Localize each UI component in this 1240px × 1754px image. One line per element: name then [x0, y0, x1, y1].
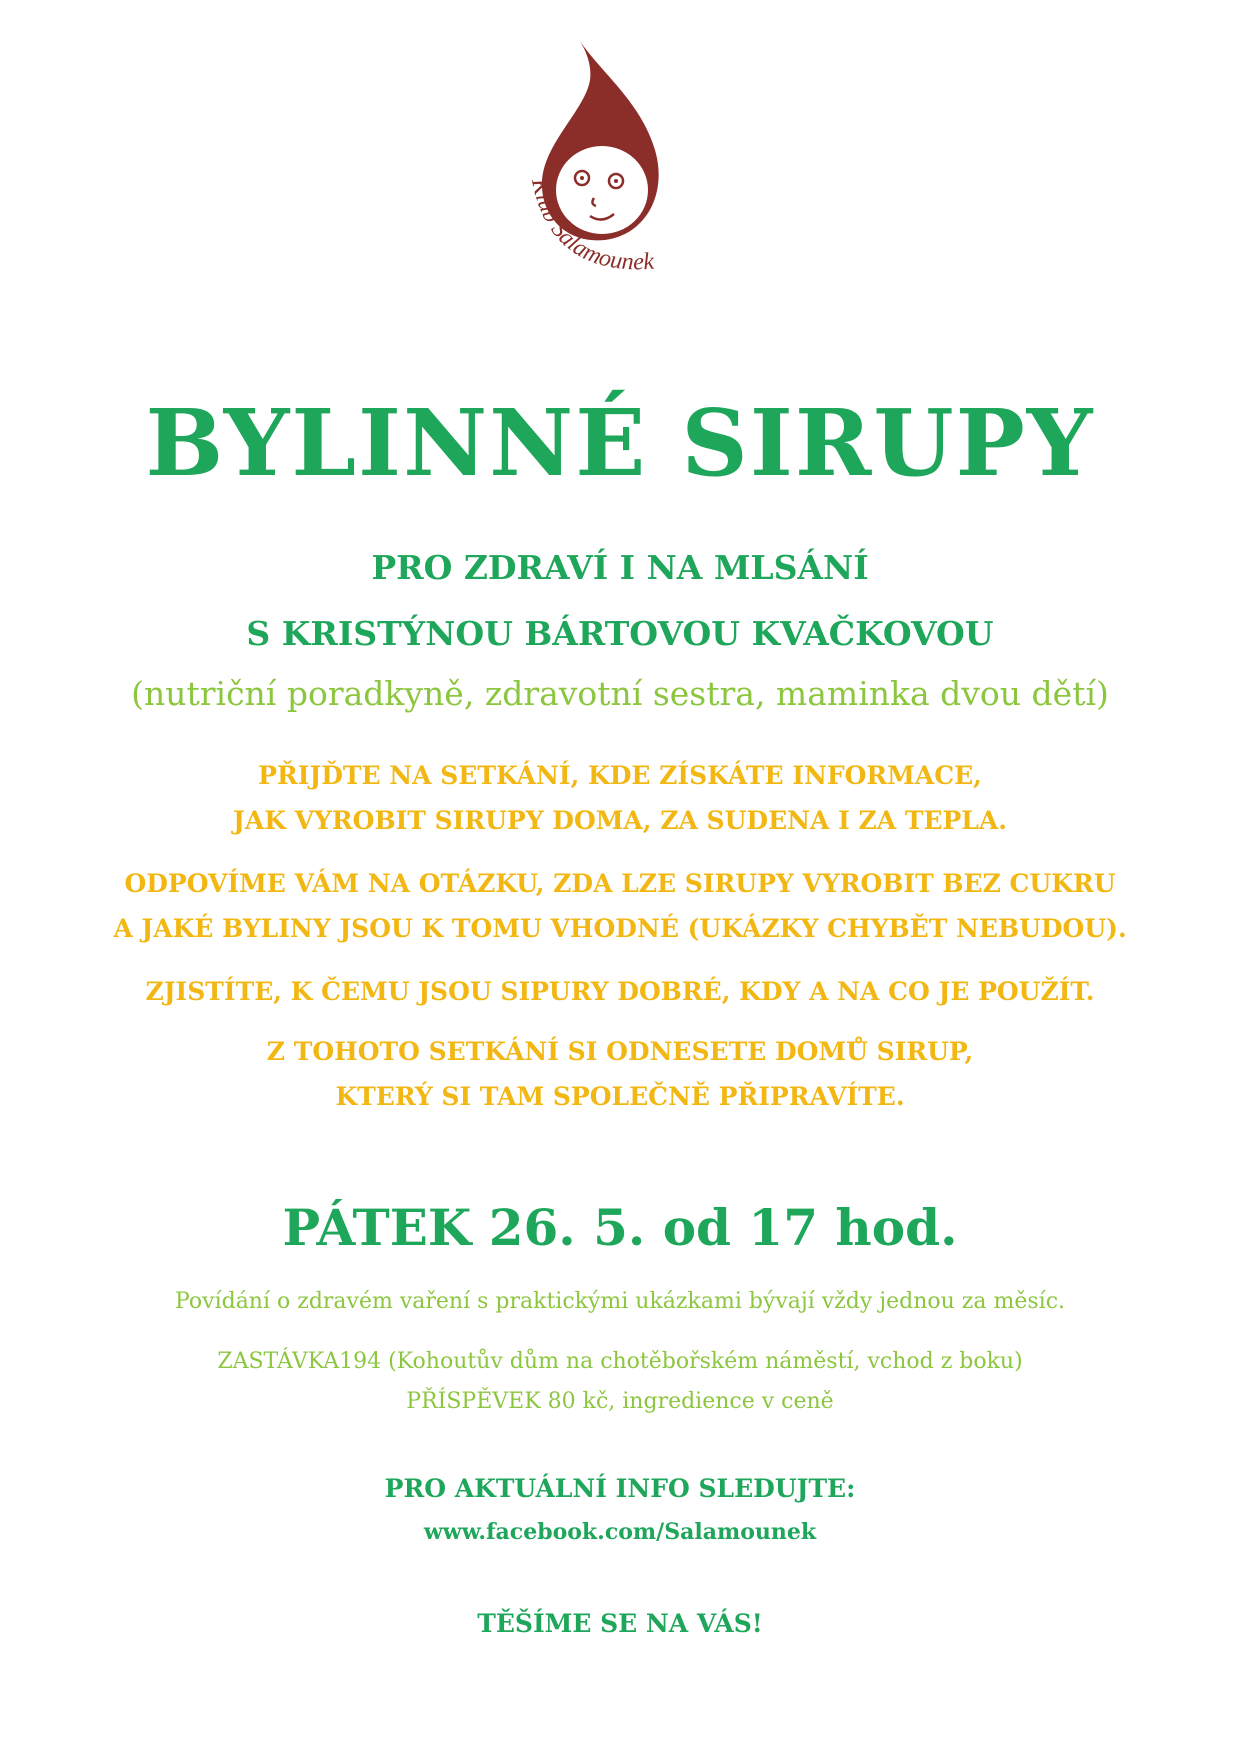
speaker-note: (nutriční poradkyně, zdravotní sestra, maminka dvou dětí)	[131, 674, 1109, 713]
event-title: BYLINNÉ SIRUPY	[145, 389, 1095, 497]
info-paragraph-1-line-1: PŘIJĎTE NA SETKÁNÍ, KDE ZÍSKÁTE INFORMACE,	[258, 761, 982, 790]
info-paragraph-2-line-1: ODPOVÍME VÁM NA OTÁZKU, ZDA LZE SIRUPY VYROBIT BEZ CUKRU	[124, 869, 1116, 898]
event-place: ZASTÁVKA194 (Kohoutův dům na chotěbořském náměstí, vchod z boku)	[217, 1349, 1023, 1374]
logo-text: Klub Šalamounek	[526, 175, 655, 276]
info-paragraph-3: ZJISTÍTE, K ČEMU JSOU SIPURY DOBRÉ, KDY A NA CO JE POUŽÍT.	[145, 977, 1095, 1006]
info-paragraph-4-line-1: Z TOHOTO SETKÁNÍ SI ODNESETE DOMŮ SIRUP,	[266, 1037, 974, 1066]
event-date: PÁTEK 26. 5. od 17 hod.	[282, 1198, 958, 1257]
info-paragraph-2-line-2: A JAKÉ BYLINY JSOU K TOMU VHODNÉ (UKÁZKY CHYBĚT NEBUDOU).	[113, 914, 1127, 943]
info-paragraph-1-line-2: JAK VYROBIT SIRUPY DOMA, ZA SUDENA I ZA TEPLA.	[233, 806, 1007, 835]
follow-label: PRO AKTUÁLNÍ INFO SLEDUJTE:	[384, 1474, 856, 1503]
info-paragraph-4-line-2: KTERÝ SI TAM SPOLEČNĚ PŘIPRAVÍTE.	[335, 1082, 905, 1111]
monthly-note: Povídání o zdravém vaření s praktickými ukázkami bývají vždy jednou za měsíc.	[174, 1289, 1066, 1314]
closing-text: TĚŠÍME SE NA VÁS!	[477, 1609, 763, 1638]
facebook-link[interactable]: www.facebook.com/Salamounek	[423, 1519, 817, 1545]
subtitle-line-1: PRO ZDRAVÍ I NA MLSÁNÍ	[371, 548, 869, 587]
klub-salamounek-logo	[510, 30, 730, 290]
face-shape	[556, 146, 648, 234]
subtitle-line-2: S KRISTÝNOU BÁRTOVOU KVAČKOVOU	[246, 614, 994, 653]
event-fee: PŘÍSPĚVEK 80 kč, ingredience v ceně	[406, 1389, 834, 1414]
